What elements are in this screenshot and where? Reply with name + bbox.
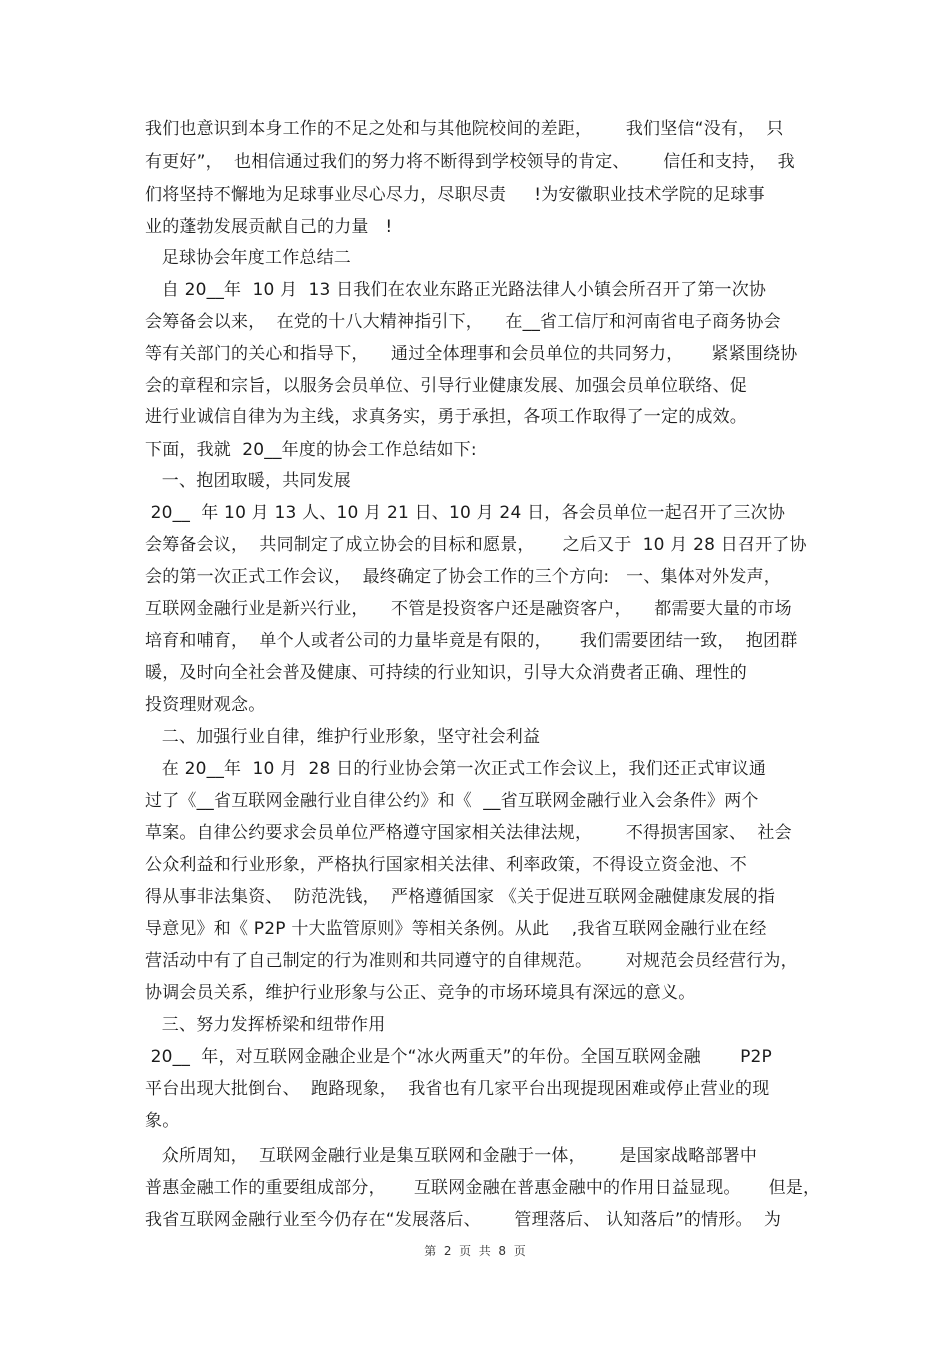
text-line: 会筹备会议， 共同制定了成立协会的目标和愿景， 之后又于 10 月 28 日召开了协 xyxy=(145,535,807,555)
text-line: 协调会员关系，维护行业形象与公正、竞争的市场环境具有深远的意义。 xyxy=(145,983,696,1003)
text-line: 会的章程和宗旨，以服务会员单位、引导行业健康发展、加强会员单位联络、促 xyxy=(145,376,747,396)
text-line: 一、抱团取暖，共同发展 xyxy=(145,471,352,491)
text-line: 们将坚持不懈地为足球事业尽心尽力，尽职尽责 !为安徽职业技术学院的足球事 xyxy=(145,185,765,205)
page-footer: 第 2 页 共 8 页 xyxy=(424,1244,526,1258)
text-line: 导意见》和《 P2P 十大监管原则》等相关条例。从此 ,我省互联网金融行业在经 xyxy=(145,919,767,939)
text-line: 得从事非法集资、 防范洗钱， 严格遵循国家 《关于促进互联网金融健康发展的指 xyxy=(145,887,776,907)
text-line: 平台出现大批倒台、 跑路现象， 我省也有几家平台出现提现困难或停止营业的现 xyxy=(145,1079,770,1099)
text-line: 自 20__年 10 月 13 日我们在农业东路正光路法律人小镇会所召开了第一次协 xyxy=(145,280,767,300)
text-line: 众所周知， 互联网金融行业是集互联网和金融于一体， 是国家战略部署中 xyxy=(145,1146,758,1166)
text-line: 会的第一次正式工作会议， 最终确定了协会工作的三个方向: 一、集体对外发声， xyxy=(145,567,781,587)
text-line: 培育和哺育， 单个人或者公司的力量毕竟是有限的， 我们需要团结一致， 抱团群 xyxy=(145,631,798,651)
text-line: 业的蓬勃发展贡献自己的力量 ! xyxy=(145,217,393,237)
text-line: 二、加强行业自律，维护行业形象，坚守社会利益 xyxy=(145,727,541,747)
text-line: 进行业诚信自律为为主线，求真务实，勇于承担，各项工作取得了一定的成效。 xyxy=(145,407,747,427)
text-line: 有更好”， 也相信通过我们的努力将不断得到学校领导的肯定、 信任和支持， 我 xyxy=(145,152,795,172)
text-line: 20__ 年 10 月 13 人、10 月 21 日、10 月 24 日，各会员单位一起召开了三次协 xyxy=(145,503,786,523)
text-line: 暖，及时向全社会普及健康、可持续的行业知识，引导大众消费者正确、理性的 xyxy=(145,663,747,683)
text-line: 等有关部门的关心和指导下， 通过全体理事和会员单位的共同努力， 紧紧围绕协 xyxy=(145,344,798,364)
text-line: 投资理财观念。 xyxy=(145,695,266,715)
text-line: 过了《__省互联网金融行业自律公约》和《 __省互联网金融行业入会条件》两个 xyxy=(145,791,759,811)
text-line: 我们也意识到本身工作的不足之处和与其他院校间的差距， 我们坚信“没有， 只 xyxy=(145,119,784,139)
text-line: 营活动中有了自己制定的行为准则和共同遵守的自律规范。 对规范会员经营行为， xyxy=(145,951,798,971)
text-line: 20__ 年，对互联网金融企业是个“冰火两重天”的年份。全国互联网金融 P2P xyxy=(145,1047,773,1067)
text-line: 互联网金融行业是新兴行业， 不管是投资客户还是融资客户， 都需要大量的市场 xyxy=(145,599,792,619)
text-line: 在 20__年 10 月 28 日的行业协会第一次正式工作会议上，我们还正式审议通 xyxy=(145,759,767,779)
text-line: 象。 xyxy=(145,1111,180,1131)
text-line: 公众利益和行业形象，严格执行国家相关法律、利率政策，不得设立资金池、不 xyxy=(145,855,747,875)
text-line: 普惠金融工作的重要组成部分， 互联网金融在普惠金融中的作用日益显现。 但是， xyxy=(145,1178,821,1198)
text-line: 下面，我就 20__年度的协会工作总结如下: xyxy=(145,440,477,460)
text-line: 会筹备会以来， 在党的十八大精神指引下， 在__省工信厅和河南省电子商务协会 xyxy=(145,312,781,332)
text-line: 足球协会年度工作总结二 xyxy=(145,248,352,268)
text-line: 三、努力发挥桥梁和纽带作用 xyxy=(145,1015,386,1035)
text-line: 草案。自律公约要求会员单位严格遵守国家相关法律法规， 不得损害国家、 社会 xyxy=(145,823,792,843)
text-line: 我省互联网金融行业至今仍存在“发展落后、 管理落后、 认知落后”的情形。 为 xyxy=(145,1210,782,1230)
